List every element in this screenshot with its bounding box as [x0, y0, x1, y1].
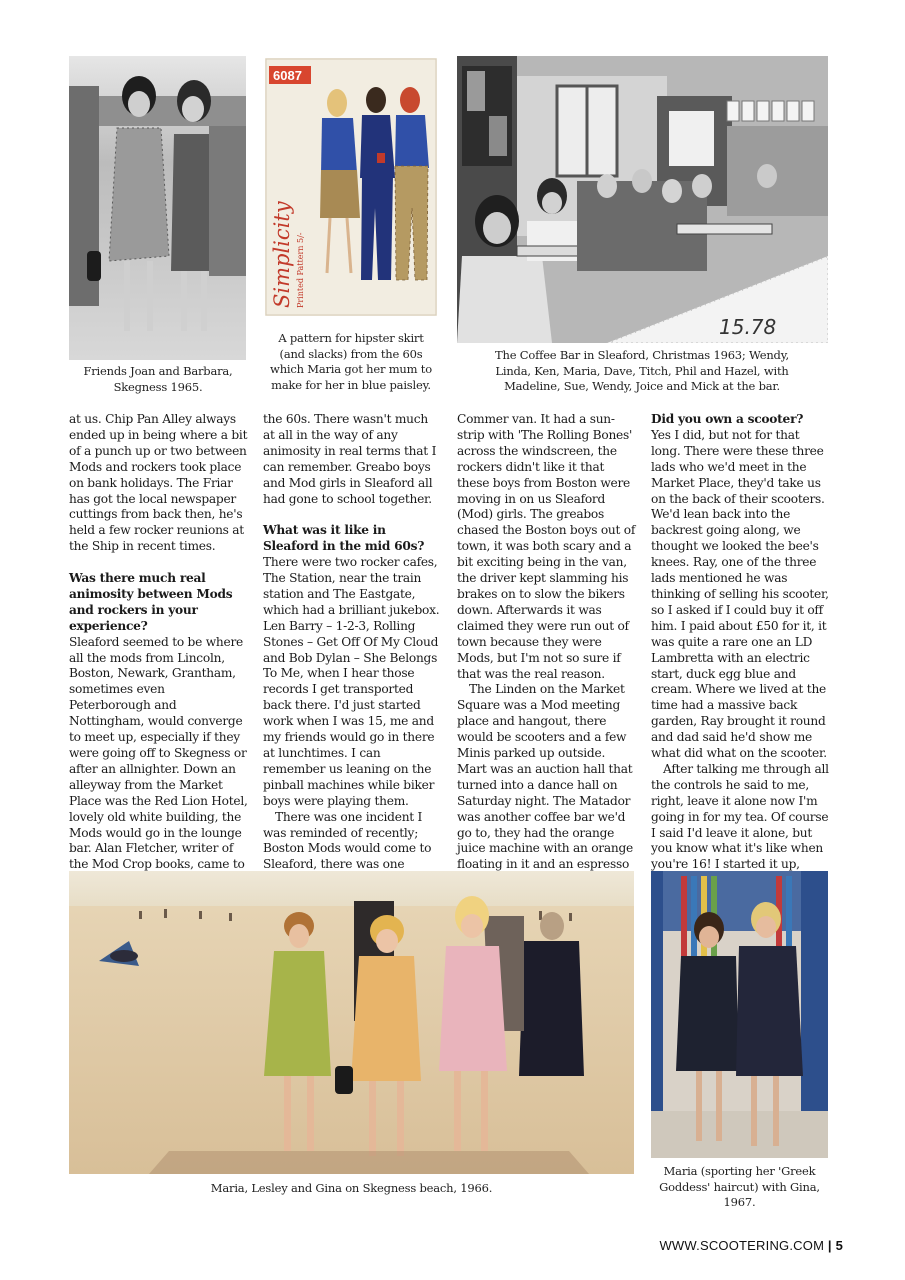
paragraph: The Linden on the Market Square was a Mod meeting place and hangout, there would be scooters and a few Minis parked up outside. Mart was an auction hall that turned into a dance hall on Saturday night. The Matador was another coffee bar we'd go to, they had the orange juice machine with an orange floating in it and an espresso: [457, 682, 634, 872]
paragraph: the 60s. There wasn't much at all in the way of any animosity in real terms that I can remember. Greabo boys and Mod girls in Sleaford all had gone to school together.: [263, 412, 437, 506]
photo-skegness-beach: [69, 871, 634, 1174]
article-column-1: [69, 412, 249, 905]
paragraph: Commer van. It had a sun-strip with 'The Rolling Bones' across the windscreen, the rockers didn't like it that these boys from Boston were moving in on us Sleaford (Mod) girls. The greabos chased the Boston boys out of town, it was both scary and a bit exciting being in the van, the driver kept slamming his brakes on to slow the bikers down. Afterwards it was claimed they were run out of town because they were Mods, but I'm not so sure if that was the real reason.: [457, 412, 636, 681]
paragraph: Sleaford seemed to be where all the mods from Lincoln, Boston, Newark, Grantham, sometimes even Peterborough and Nottingham, would converge to meet up, especially if they were going off to Skegness or after an allnighter. Down an alleyway from the Market Place was the Red Lion Hotel, lovely old white building, the Mods would go in the lounge bar. Alan Fletcher, writer of the Mod Crop books, came to: [69, 634, 248, 872]
caption-beach: Maria, Lesley and Gina on Skegness beach, 1966.: [210, 1181, 493, 1195]
footer-separator: |: [827, 1238, 832, 1253]
photo-sewing-pattern: [265, 58, 437, 316]
pattern-sub: Printed Pattern 5/-: [296, 232, 305, 308]
pattern-brand: Simplicity: [270, 201, 294, 308]
paragraph: Yes I did, but not for that long. There were these three lads who we'd meet in the Market Place, they'd take us on the back of their scooters. We'd lean back into the backrest going along, we thought we looked the bee's knees. Ray, one of the three lads mentioned he was thinking of selling his scooter, so I asked if I could buy it off him. I paid about £50 for it, it was quite a rare one an LD Lambretta with an electric start, duck egg blue and cream. Where we lived at the time had a massive back garden, Ray brought it round and dad said he'd show me what did what on the scooter.: [651, 427, 829, 761]
paragraph: After talking me through all the controls he said to me, right, leave it alone now I'm going in for my tea. Of course I said I'd leave it alone, but you know what it's like when you're 16! I started it up,: [651, 761, 829, 872]
photo-number: 15.78: [719, 315, 777, 339]
caption-pattern: A pattern for hipster skirt (and slacks) from the 60s which Maria got her mum to make for her in blue paisley.: [270, 331, 432, 392]
caption-joan-barbara: Friends Joan and Barbara, Skegness 1965.: [83, 364, 233, 394]
question-heading: Was there much real animosity between Mods and rockers in your experience?: [69, 571, 233, 633]
photo-coffee-bar: [457, 56, 828, 343]
website-url: WWW.SCOOTERING.COM: [659, 1238, 825, 1253]
article-column-4: [651, 412, 831, 921]
photo-maria-gina: [651, 871, 828, 1158]
pattern-number: 6087: [273, 68, 302, 83]
caption-greek: Maria (sporting her 'Greek Goddess' haircut) with Gina, 1967.: [659, 1164, 820, 1209]
paragraph: There were two rocker cafes, The Station, near the train station and The Eastgate, which had a brilliant jukebox. Len Barry – 1-2-3, Rolling Stones – Get Off Of My Cloud and Bob Dylan – She Belongs To Me, when I hear those records I get transported back there. I'd just started work when I was 15, me and my friends would go in there at lunchtimes. I can remember us leaning on the pinball machines while biker boys were playing them.: [263, 555, 440, 808]
question-heading: Did you own a scooter?: [651, 412, 804, 426]
article-column-2: [263, 412, 443, 905]
article-column-3: [457, 412, 637, 889]
photo-joan-barbara: [69, 56, 246, 360]
question-heading: What was it like in Sleaford in the mid 60s?: [263, 523, 425, 554]
page-footer: [659, 1238, 843, 1253]
paragraph: There was one incident I was reminded of recently; Boston Mods would come to Sleaford, there was one: [263, 809, 432, 872]
page-number: 5: [835, 1238, 843, 1253]
caption-coffee-bar: The Coffee Bar in Sleaford, Christmas 1963; Wendy, Linda, Ken, Maria, Dave, Titch, Phil and Hazel, with Madeline, Sue, Wendy, Joice and Mick at the bar.: [495, 348, 789, 393]
paragraph: at us. Chip Pan Alley always ended up in being where a bit of a punch up or two between Mods and rockers took place on bank holidays. The Friar has got the local newspaper cuttings from back then, he's held a few rocker reunions at the Ship in recent times.: [69, 412, 248, 554]
